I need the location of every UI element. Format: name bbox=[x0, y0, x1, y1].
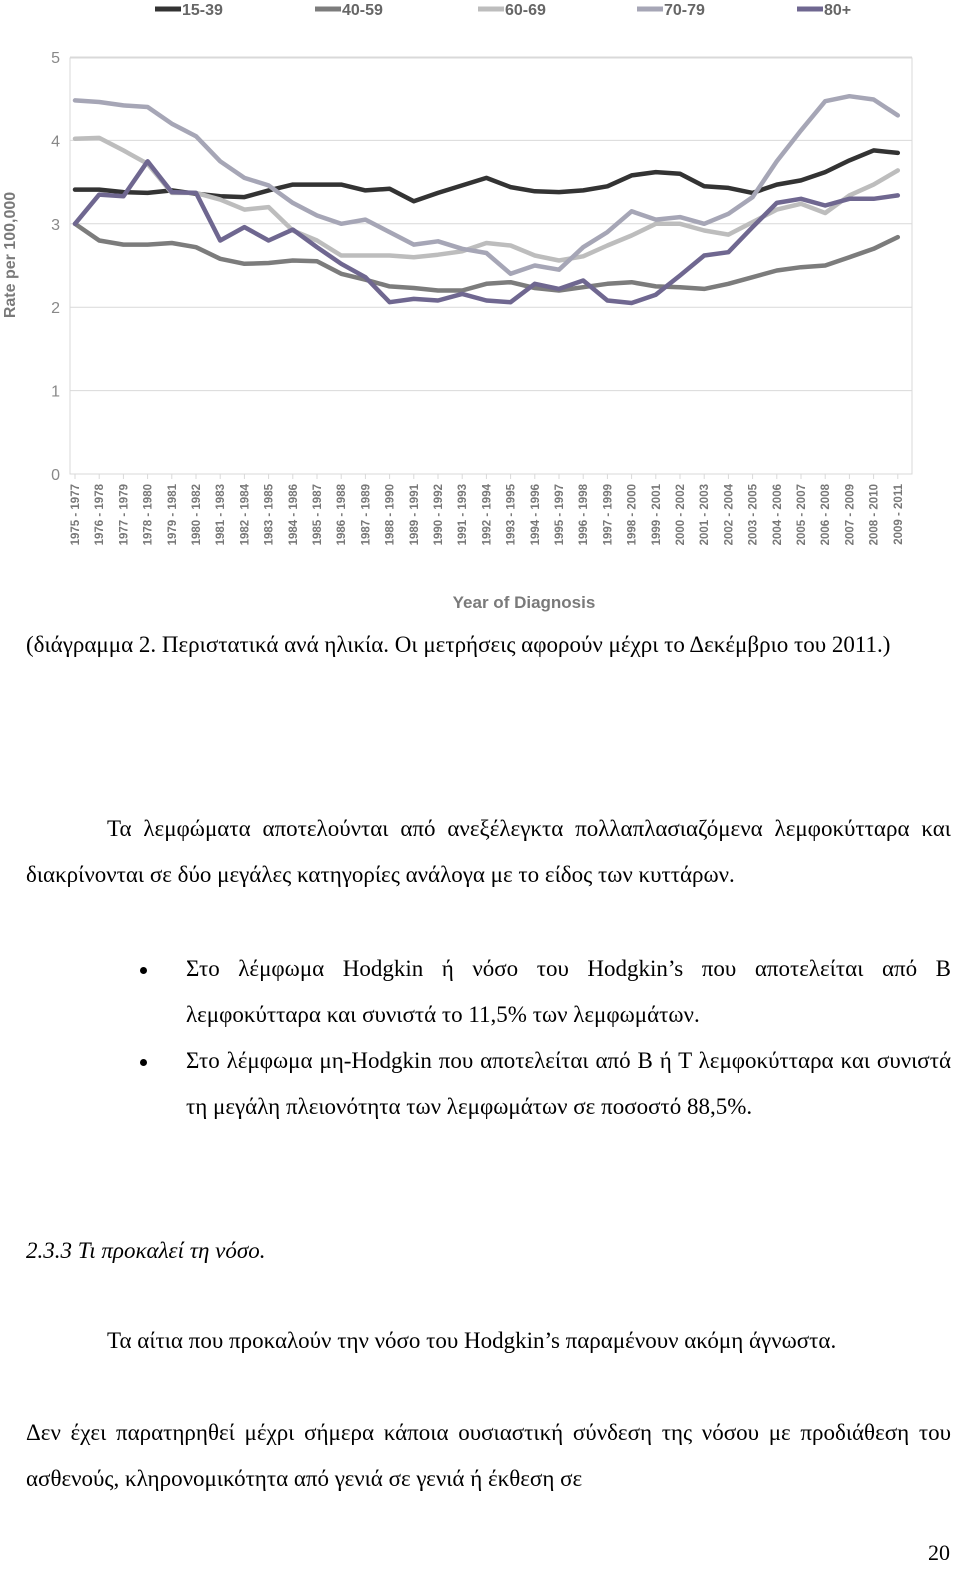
x-tick-label: 1977 - 1979 bbox=[118, 484, 131, 546]
x-tick-label: 2002 - 2004 bbox=[723, 484, 736, 546]
x-tick-label: 2009 - 2011 bbox=[892, 484, 905, 545]
chart-series-lines bbox=[75, 96, 898, 303]
continuation-paragraph: Δεν έχει παρατηρηθεί μέχρι σήμερα κάποια ουσιαστική σύνδεση της νόσου με προδιάθεση του ασθενούς, κληρονομικότητα από γενιά σε γενιά ή έκθεση σε bbox=[26, 1420, 951, 1491]
legend-label: 80+ bbox=[824, 2, 852, 19]
y-axis-label: Rate per 100,000 bbox=[2, 191, 19, 319]
x-tick-label: 2004 - 2006 bbox=[771, 484, 784, 546]
x-tick-label: 2006 - 2008 bbox=[820, 484, 833, 546]
list-item bbox=[140, 946, 951, 1038]
chart-grid bbox=[70, 57, 912, 474]
legend-label: 15-39 bbox=[182, 2, 223, 19]
x-tick-label: 1979 - 1981 bbox=[166, 484, 179, 546]
x-tick-label: 2007 - 2009 bbox=[844, 484, 857, 546]
y-tick-label: 2 bbox=[51, 300, 60, 318]
x-tick-label: 2005 - 2007 bbox=[796, 484, 808, 546]
x-tick-label: 1980 - 1982 bbox=[191, 484, 203, 546]
bullet-icon bbox=[140, 1059, 147, 1066]
list-item-text: Στο λέμφωμα Hodgkin ή νόσο του Hodgkin’s που αποτελείται από Β λεμφοκύτταρα και συνιστά το 11,5% των λεμφωμάτων. bbox=[186, 956, 951, 1027]
x-tick-label: 1988 - 1990 bbox=[384, 484, 397, 546]
x-tick-label: 1978 - 1980 bbox=[142, 484, 155, 546]
x-tick-label: 1984 - 1986 bbox=[287, 484, 300, 546]
x-tick-label: 1983 - 1985 bbox=[263, 484, 276, 546]
x-tick-label: 1992 - 1994 bbox=[481, 484, 494, 546]
section-heading: 2.3.3 Τι προκαλεί τη νόσο. bbox=[26, 1238, 266, 1263]
plot-frame bbox=[70, 58, 912, 474]
x-tick-label: 2001 - 2003 bbox=[699, 484, 712, 546]
x-tick-label: 1993 - 1995 bbox=[505, 484, 518, 546]
x-tick-label: 2008 - 2010 bbox=[868, 484, 881, 546]
legend-label: 40-59 bbox=[342, 2, 383, 19]
x-tick-label: 1975 - 1977 bbox=[70, 484, 82, 546]
y-tick-label: 1 bbox=[51, 383, 60, 401]
x-tick-label: 1986 - 1988 bbox=[336, 484, 349, 546]
x-axis-label: Year of Diagnosis bbox=[452, 593, 596, 612]
x-tick-label: 1999 - 2001 bbox=[650, 484, 663, 546]
y-tick-label: 5 bbox=[51, 50, 60, 67]
x-tick-label: 2000 - 2002 bbox=[675, 484, 687, 546]
y-axis-ticks bbox=[51, 50, 60, 484]
x-axis-ticks bbox=[70, 474, 905, 545]
x-tick-label: 1989 - 1991 bbox=[408, 484, 421, 546]
x-tick-label: 1991 - 1993 bbox=[457, 484, 470, 546]
y-tick-label: 3 bbox=[51, 216, 60, 234]
intro-paragraph: Τα λεμφώματα αποτελούνται από ανεξέλεγκτα πολλαπλασιαζόμενα λεμφοκύτταρα και διακρίνονται σε δύο μεγάλες κατηγορίες ανάλογα με το είδος των κυττάρων. bbox=[26, 816, 951, 887]
x-tick-label: 1998 - 2000 bbox=[626, 484, 639, 546]
bullet-icon bbox=[140, 967, 147, 974]
series-line-40-59 bbox=[75, 224, 898, 291]
causes-paragraph: Τα αίτια που προκαλούν την νόσο του Hodgkin’s παραμένουν ακόμη άγνωστα. bbox=[107, 1328, 837, 1353]
x-tick-label: 1994 - 1996 bbox=[529, 484, 542, 546]
x-tick-label: 1995 - 1997 bbox=[554, 484, 566, 546]
chart-caption: (διάγραμμα 2. Περιστατικά ανά ηλικία. Οι μετρήσεις αφορούν μέχρι το Δεκέμβριο του 2011.) bbox=[26, 632, 891, 657]
list-item-text: Στο λέμφωμα μη-Hodgkin που αποτελείται από Β ή Τ λεμφοκύτταρα και συνιστά τη μεγάλη πλειονότητα των λεμφωμάτων σε ποσοστό 88,5%. bbox=[186, 1048, 951, 1119]
x-tick-label: 1982 - 1984 bbox=[239, 484, 252, 546]
y-tick-label: 4 bbox=[51, 133, 60, 151]
page-number: 20 bbox=[928, 1540, 950, 1565]
x-tick-label: 1985 - 1987 bbox=[312, 484, 324, 546]
x-tick-label: 1987 - 1989 bbox=[360, 484, 373, 546]
chart-legend bbox=[155, 2, 851, 19]
legend-label: 60-69 bbox=[505, 2, 546, 19]
x-tick-label: 1996 - 1998 bbox=[578, 484, 591, 546]
lymphoma-types-list bbox=[140, 946, 951, 1130]
legend-label: 70-79 bbox=[664, 2, 705, 19]
x-tick-label: 1997 - 1999 bbox=[602, 484, 615, 546]
list-item bbox=[140, 1038, 951, 1130]
y-tick-label: 0 bbox=[51, 467, 60, 484]
x-tick-label: 2003 - 2005 bbox=[747, 484, 760, 546]
x-tick-label: 1990 - 1992 bbox=[433, 484, 445, 546]
x-tick-label: 1976 - 1978 bbox=[94, 484, 107, 546]
x-tick-label: 1981 - 1983 bbox=[215, 484, 228, 546]
incidence-by-age-chart bbox=[0, 0, 960, 620]
